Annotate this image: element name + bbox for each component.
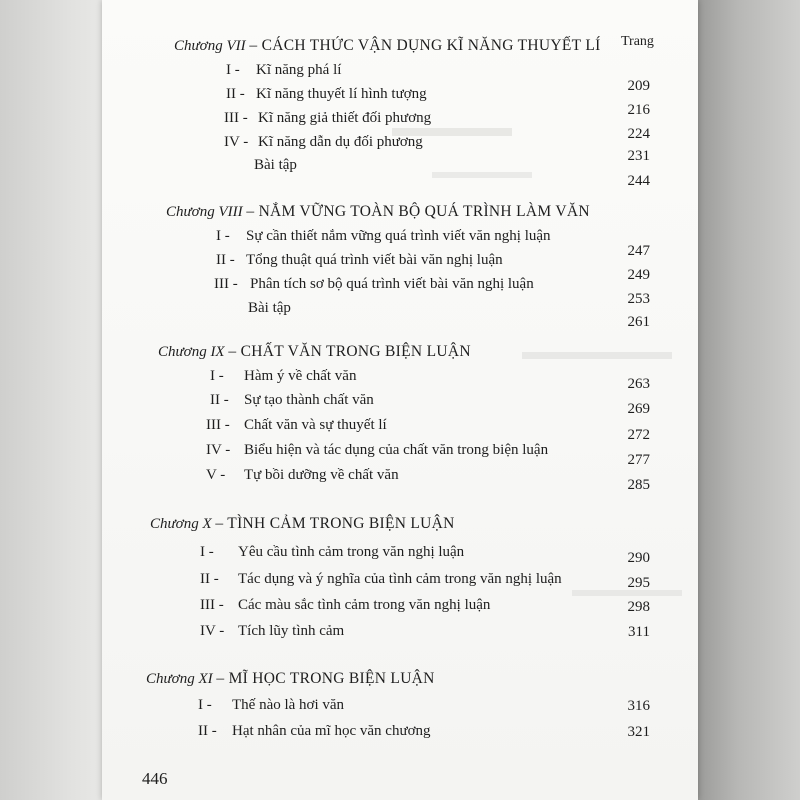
toc-entry: Hàm ý về chất văn <box>244 368 357 384</box>
toc-entry: Thế nào là hơi văn <box>232 697 345 713</box>
toc-page: 290 <box>627 550 650 566</box>
chapter-label: Chương VII <box>174 38 246 54</box>
toc-roman: II - <box>198 723 217 739</box>
toc-roman: I - <box>216 228 230 244</box>
toc-page: 244 <box>627 173 650 189</box>
chapter-label: Chương X <box>150 516 212 532</box>
chapter-title: – MĨ HỌC TRONG BIỆN LUẬN <box>216 670 435 687</box>
toc-page: 216 <box>627 102 650 118</box>
toc-roman: IV - <box>206 442 231 458</box>
toc-roman: II - <box>216 252 235 268</box>
chapter-title: – NẮM VỮNG TOÀN BỘ QUÁ TRÌNH LÀM VĂN <box>246 203 590 220</box>
toc-page: 277 <box>627 452 650 468</box>
book-page <box>102 0 698 800</box>
chapter-heading <box>174 37 601 55</box>
toc-entry: Bài tập <box>254 157 297 173</box>
toc-entry: Kĩ năng phá lí <box>256 62 342 78</box>
chapter-label: Chương XI <box>146 671 213 687</box>
toc-roman: I - <box>226 62 240 78</box>
toc-roman: II - <box>226 86 245 102</box>
toc-roman: I - <box>210 368 224 384</box>
chapter-heading <box>150 515 455 533</box>
toc-page: 253 <box>627 291 650 307</box>
page-number: 446 <box>142 769 168 788</box>
toc-page: 311 <box>628 624 650 640</box>
toc-entry: Phân tích sơ bộ quá trình viết bài văn nghị luận <box>250 276 534 292</box>
toc-entry: Chất văn và sự thuyết lí <box>244 417 387 433</box>
toc-page: 298 <box>627 599 650 615</box>
toc-page: 247 <box>627 243 650 259</box>
desk-left <box>0 0 104 800</box>
toc-roman: I - <box>200 544 214 560</box>
chapter-label: Chương IX <box>158 344 225 360</box>
toc-page: 249 <box>627 267 650 283</box>
toc-entry: Tự bồi dưỡng về chất văn <box>244 467 399 483</box>
toc-roman: I - <box>198 697 212 713</box>
toc-entry: Tích lũy tình cảm <box>238 623 345 639</box>
toc-page: 231 <box>627 148 650 164</box>
toc-entry: Các màu sắc tình cảm trong văn nghị luận <box>238 597 491 613</box>
toc-roman: III - <box>224 110 248 126</box>
toc-roman: II - <box>200 571 219 587</box>
chapter-label: Chương VIII <box>166 204 243 220</box>
toc-entry: Hạt nhân của mĩ học văn chương <box>232 723 431 739</box>
toc-page: 316 <box>627 698 650 714</box>
desk-right <box>696 0 800 800</box>
toc-page: 261 <box>627 314 650 330</box>
toc-roman: III - <box>206 417 230 433</box>
chapter-heading <box>166 203 590 221</box>
chapter-heading <box>146 670 435 688</box>
toc-entry: Biểu hiện và tác dụng của chất văn trong biện luận <box>244 442 549 458</box>
toc-roman: IV - <box>224 134 249 150</box>
toc-entry: Sự tạo thành chất văn <box>244 392 374 408</box>
toc-entry: Yêu cầu tình cảm trong văn nghị luận <box>238 544 465 560</box>
toc-entry: Sự cần thiết nắm vững quá trình viết văn nghị luận <box>246 228 551 244</box>
toc-entry: Tác dụng và ý nghĩa của tình cảm trong văn nghị luận <box>238 571 562 587</box>
toc-page: 321 <box>627 724 650 740</box>
chapter-title: – CÁCH THỨC VẬN DỤNG KĨ NĂNG THUYẾT LÍ <box>249 37 601 54</box>
toc-entry: Kĩ năng giả thiết đối phương <box>258 110 432 126</box>
toc-page: 263 <box>627 376 650 392</box>
toc-page: 272 <box>627 427 650 443</box>
toc-entry: Kĩ năng dẫn dụ đối phương <box>258 134 423 150</box>
toc-roman: V - <box>206 467 226 483</box>
page-column-header: Trang <box>621 34 654 49</box>
toc-page: 224 <box>627 126 650 142</box>
chapter-title: – TÌNH CẢM TRONG BIỆN LUẬN <box>215 515 455 532</box>
toc-page: 209 <box>627 78 650 94</box>
toc-page: 295 <box>627 575 650 591</box>
chapter-heading <box>158 343 471 361</box>
toc-entry: Kĩ năng thuyết lí hình tượng <box>256 86 427 102</box>
toc-roman: III - <box>214 276 238 292</box>
toc-roman: II - <box>210 392 229 408</box>
toc-roman: III - <box>200 597 224 613</box>
toc-roman: IV - <box>200 623 225 639</box>
toc-entry: Tổng thuật quá trình viết bài văn nghị luận <box>246 252 503 268</box>
toc-entry: Bài tập <box>248 300 291 316</box>
toc-page: 285 <box>627 477 650 493</box>
toc-page: 269 <box>627 401 650 417</box>
chapter-title: – CHẤT VĂN TRONG BIỆN LUẬN <box>228 343 471 360</box>
